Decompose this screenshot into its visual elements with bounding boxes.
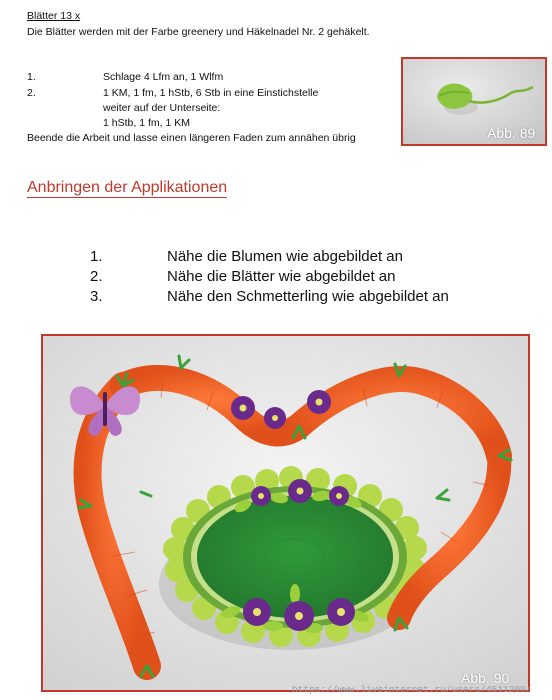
list-item-number: 2. [90, 268, 103, 285]
figure-90-label: Abb. 90 [461, 670, 510, 686]
list-item-text: Nähe die Blumen wie abgebildet an [167, 248, 403, 265]
section-title: Blätter 13 x [27, 10, 81, 22]
step-continuation: 1 hStb, 1 fm, 1 KM [103, 117, 190, 129]
step-number: 2. [27, 87, 36, 99]
step-text: Schlage 4 Lfm an, 1 Wlfm [103, 71, 224, 83]
step-continuation: weiter auf der Unterseite: [103, 102, 221, 114]
closing-note: Beende die Arbeit und lasse einen längeren Faden zum annähen übrig [27, 132, 356, 144]
list-item-number: 3. [90, 288, 103, 305]
figure-89-label: Abb. 89 [487, 125, 536, 141]
list-item-number: 1. [90, 248, 103, 265]
watermark-url: https://www.liveinternet.ru/users/4511209/ [292, 684, 532, 695]
applications-heading: Anbringen der Applikationen [27, 179, 228, 196]
crochet-heart-photo [43, 336, 528, 690]
list-item-text: Nähe die Blätter wie abgebildet an [167, 268, 396, 285]
figure-90 [41, 334, 530, 692]
intro-text: Die Blätter werden mit der Farbe greenery und Häkelnadel Nr. 2 gehäkelt. [27, 26, 370, 38]
step-text: 1 KM, 1 fm, 1 hStb, 6 Stb in eine Einstichstelle [103, 87, 319, 99]
figure-89 [401, 57, 547, 146]
step-number: 1. [27, 71, 36, 83]
list-item-text: Nähe den Schmetterling wie abgebildet an [167, 288, 449, 305]
